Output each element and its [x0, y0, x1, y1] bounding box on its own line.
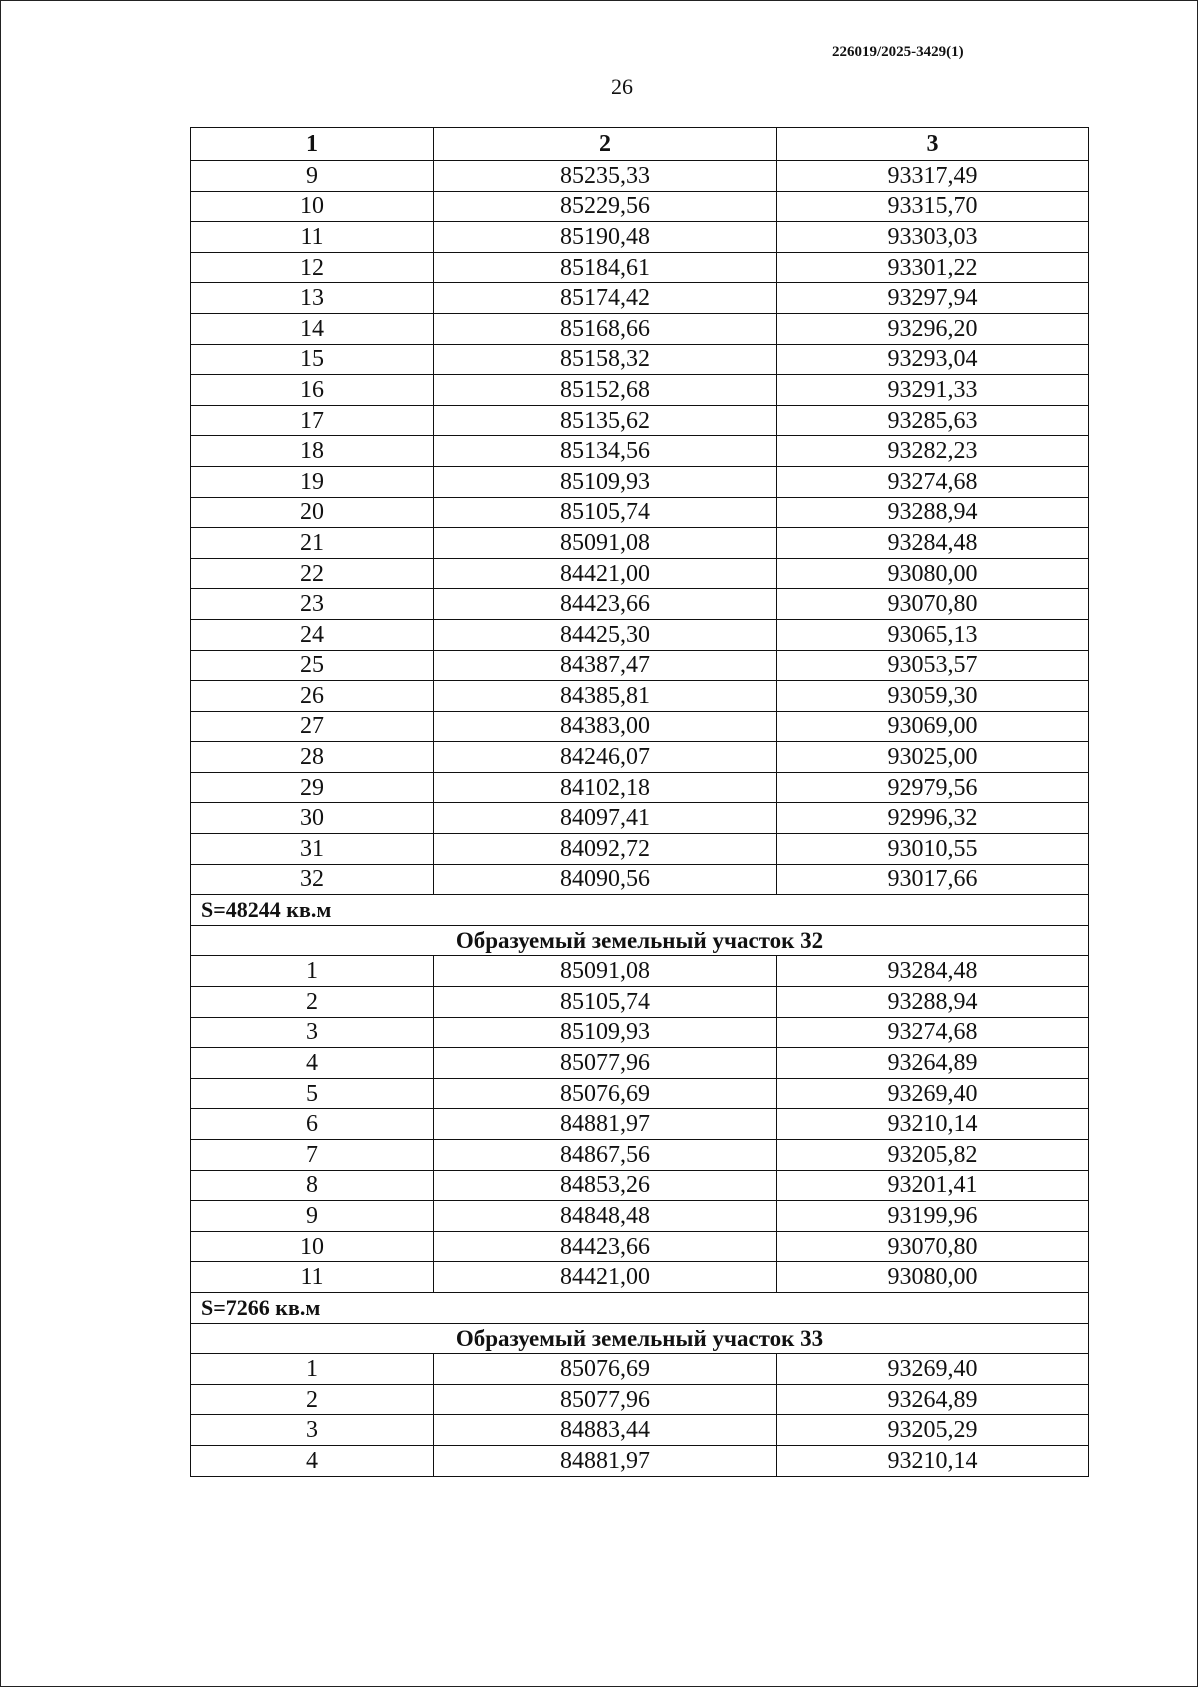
- y-coordinate-cell: 93284,48: [777, 956, 1089, 987]
- table-row: [191, 466, 1089, 497]
- area-value: S=48244 кв.м: [191, 895, 1089, 926]
- table-row: [191, 497, 1089, 528]
- coordinates-table-body: [191, 128, 1089, 1477]
- point-number-cell: 11: [191, 1262, 434, 1293]
- table-row: [191, 405, 1089, 436]
- header-cell-point: 1: [191, 128, 434, 161]
- point-number-cell: 29: [191, 772, 434, 803]
- section-title: Образуемый земельный участок 32: [191, 925, 1089, 956]
- y-coordinate-cell: 93293,04: [777, 344, 1089, 375]
- point-number-cell: 2: [191, 987, 434, 1018]
- x-coordinate-cell: 85190,48: [434, 222, 777, 253]
- point-number-cell: 15: [191, 344, 434, 375]
- x-coordinate-cell: 84421,00: [434, 1262, 777, 1293]
- x-coordinate-cell: 85105,74: [434, 497, 777, 528]
- y-coordinate-cell: 93288,94: [777, 497, 1089, 528]
- x-coordinate-cell: 84423,66: [434, 589, 777, 620]
- point-number-cell: 20: [191, 497, 434, 528]
- x-coordinate-cell: 85076,69: [434, 1354, 777, 1385]
- y-coordinate-cell: 93269,40: [777, 1078, 1089, 1109]
- x-coordinate-cell: 85105,74: [434, 987, 777, 1018]
- y-coordinate-cell: 93059,30: [777, 681, 1089, 712]
- y-coordinate-cell: 92979,56: [777, 772, 1089, 803]
- x-coordinate-cell: 85077,96: [434, 1048, 777, 1079]
- y-coordinate-cell: 93080,00: [777, 1262, 1089, 1293]
- x-coordinate-cell: 85184,61: [434, 252, 777, 283]
- x-coordinate-cell: 84853,26: [434, 1170, 777, 1201]
- point-number-cell: 30: [191, 803, 434, 834]
- y-coordinate-cell: 93070,80: [777, 1231, 1089, 1262]
- table-row: [191, 987, 1089, 1018]
- point-number-cell: 25: [191, 650, 434, 681]
- y-coordinate-cell: 92996,32: [777, 803, 1089, 834]
- point-number-cell: 19: [191, 466, 434, 497]
- table-row: [191, 1109, 1089, 1140]
- table-row: [191, 742, 1089, 773]
- table-row: [191, 864, 1089, 895]
- section-title: Образуемый земельный участок 33: [191, 1323, 1089, 1354]
- point-number-cell: 8: [191, 1170, 434, 1201]
- y-coordinate-cell: 93080,00: [777, 558, 1089, 589]
- x-coordinate-cell: 84385,81: [434, 681, 777, 712]
- table-row: [191, 222, 1089, 253]
- table-row: [191, 161, 1089, 192]
- x-coordinate-cell: 85229,56: [434, 191, 777, 222]
- table-row: [191, 191, 1089, 222]
- coordinates-table: [190, 127, 1089, 1477]
- x-coordinate-cell: 84387,47: [434, 650, 777, 681]
- y-coordinate-cell: 93069,00: [777, 711, 1089, 742]
- table-row: [191, 1170, 1089, 1201]
- table-row: [191, 1017, 1089, 1048]
- x-coordinate-cell: 84867,56: [434, 1140, 777, 1171]
- point-number-cell: 22: [191, 558, 434, 589]
- area-value: S=7266 кв.м: [191, 1292, 1089, 1323]
- point-number-cell: 9: [191, 161, 434, 192]
- area-row: [191, 895, 1089, 926]
- x-coordinate-cell: 85158,32: [434, 344, 777, 375]
- x-coordinate-cell: 84092,72: [434, 834, 777, 865]
- point-number-cell: 28: [191, 742, 434, 773]
- table-row: [191, 252, 1089, 283]
- y-coordinate-cell: 93199,96: [777, 1201, 1089, 1232]
- y-coordinate-cell: 93301,22: [777, 252, 1089, 283]
- section-title-row: [191, 925, 1089, 956]
- point-number-cell: 3: [191, 1017, 434, 1048]
- y-coordinate-cell: 93053,57: [777, 650, 1089, 681]
- x-coordinate-cell: 84246,07: [434, 742, 777, 773]
- document-id: 226019/2025-3429(1): [832, 44, 964, 60]
- y-coordinate-cell: 93210,14: [777, 1445, 1089, 1476]
- x-coordinate-cell: 84883,44: [434, 1415, 777, 1446]
- y-coordinate-cell: 93274,68: [777, 466, 1089, 497]
- y-coordinate-cell: 93288,94: [777, 987, 1089, 1018]
- y-coordinate-cell: 93065,13: [777, 619, 1089, 650]
- table-row: [191, 619, 1089, 650]
- point-number-cell: 14: [191, 313, 434, 344]
- table-row: [191, 1354, 1089, 1385]
- table-row: [191, 1140, 1089, 1171]
- table-row: [191, 313, 1089, 344]
- point-number-cell: 32: [191, 864, 434, 895]
- table-row: [191, 956, 1089, 987]
- x-coordinate-cell: 85077,96: [434, 1384, 777, 1415]
- point-number-cell: 12: [191, 252, 434, 283]
- x-coordinate-cell: 85152,68: [434, 375, 777, 406]
- x-coordinate-cell: 85076,69: [434, 1078, 777, 1109]
- table-row: [191, 558, 1089, 589]
- y-coordinate-cell: 93025,00: [777, 742, 1089, 773]
- header-cell-y: 3: [777, 128, 1089, 161]
- point-number-cell: 6: [191, 1109, 434, 1140]
- x-coordinate-cell: 85135,62: [434, 405, 777, 436]
- table-row: [191, 283, 1089, 314]
- x-coordinate-cell: 85174,42: [434, 283, 777, 314]
- x-coordinate-cell: 85091,08: [434, 528, 777, 559]
- point-number-cell: 23: [191, 589, 434, 620]
- y-coordinate-cell: 93070,80: [777, 589, 1089, 620]
- table-row: [191, 1078, 1089, 1109]
- point-number-cell: 1: [191, 956, 434, 987]
- point-number-cell: 27: [191, 711, 434, 742]
- y-coordinate-cell: 93201,41: [777, 1170, 1089, 1201]
- table-row: [191, 681, 1089, 712]
- point-number-cell: 18: [191, 436, 434, 467]
- table-row: [191, 1415, 1089, 1446]
- x-coordinate-cell: 84097,41: [434, 803, 777, 834]
- y-coordinate-cell: 93205,82: [777, 1140, 1089, 1171]
- point-number-cell: 4: [191, 1445, 434, 1476]
- table-row: [191, 1445, 1089, 1476]
- point-number-cell: 5: [191, 1078, 434, 1109]
- table-row: [191, 1384, 1089, 1415]
- point-number-cell: 11: [191, 222, 434, 253]
- y-coordinate-cell: 93291,33: [777, 375, 1089, 406]
- point-number-cell: 17: [191, 405, 434, 436]
- area-row: [191, 1292, 1089, 1323]
- table-row: [191, 834, 1089, 865]
- y-coordinate-cell: 93264,89: [777, 1384, 1089, 1415]
- table-row: [191, 589, 1089, 620]
- y-coordinate-cell: 93210,14: [777, 1109, 1089, 1140]
- y-coordinate-cell: 93017,66: [777, 864, 1089, 895]
- page-number: 26: [611, 74, 633, 99]
- y-coordinate-cell: 93303,03: [777, 222, 1089, 253]
- table-row: [191, 1201, 1089, 1232]
- section-title-row: [191, 1323, 1089, 1354]
- point-number-cell: 26: [191, 681, 434, 712]
- x-coordinate-cell: 84848,48: [434, 1201, 777, 1232]
- y-coordinate-cell: 93010,55: [777, 834, 1089, 865]
- y-coordinate-cell: 93282,23: [777, 436, 1089, 467]
- x-coordinate-cell: 84102,18: [434, 772, 777, 803]
- header-cell-x: 2: [434, 128, 777, 161]
- x-coordinate-cell: 85168,66: [434, 313, 777, 344]
- x-coordinate-cell: 85134,56: [434, 436, 777, 467]
- x-coordinate-cell: 85235,33: [434, 161, 777, 192]
- point-number-cell: 13: [191, 283, 434, 314]
- x-coordinate-cell: 84425,30: [434, 619, 777, 650]
- table-row: [191, 436, 1089, 467]
- point-number-cell: 10: [191, 191, 434, 222]
- x-coordinate-cell: 84881,97: [434, 1109, 777, 1140]
- table-row: [191, 344, 1089, 375]
- point-number-cell: 4: [191, 1048, 434, 1079]
- table-row: [191, 711, 1089, 742]
- y-coordinate-cell: 93285,63: [777, 405, 1089, 436]
- x-coordinate-cell: 84090,56: [434, 864, 777, 895]
- table-row: [191, 1231, 1089, 1262]
- y-coordinate-cell: 93274,68: [777, 1017, 1089, 1048]
- y-coordinate-cell: 93317,49: [777, 161, 1089, 192]
- table-row: [191, 650, 1089, 681]
- x-coordinate-cell: 84421,00: [434, 558, 777, 589]
- table-header-row: [191, 128, 1089, 161]
- x-coordinate-cell: 84881,97: [434, 1445, 777, 1476]
- table-row: [191, 528, 1089, 559]
- point-number-cell: 2: [191, 1384, 434, 1415]
- y-coordinate-cell: 93264,89: [777, 1048, 1089, 1079]
- point-number-cell: 31: [191, 834, 434, 865]
- point-number-cell: 21: [191, 528, 434, 559]
- point-number-cell: 1: [191, 1354, 434, 1385]
- y-coordinate-cell: 93315,70: [777, 191, 1089, 222]
- point-number-cell: 24: [191, 619, 434, 650]
- point-number-cell: 9: [191, 1201, 434, 1232]
- y-coordinate-cell: 93205,29: [777, 1415, 1089, 1446]
- point-number-cell: 16: [191, 375, 434, 406]
- y-coordinate-cell: 93297,94: [777, 283, 1089, 314]
- x-coordinate-cell: 84383,00: [434, 711, 777, 742]
- point-number-cell: 3: [191, 1415, 434, 1446]
- point-number-cell: 10: [191, 1231, 434, 1262]
- table-row: [191, 375, 1089, 406]
- table-row: [191, 1262, 1089, 1293]
- x-coordinate-cell: 85091,08: [434, 956, 777, 987]
- y-coordinate-cell: 93284,48: [777, 528, 1089, 559]
- point-number-cell: 7: [191, 1140, 434, 1171]
- y-coordinate-cell: 93296,20: [777, 313, 1089, 344]
- x-coordinate-cell: 85109,93: [434, 1017, 777, 1048]
- table-row: [191, 803, 1089, 834]
- table-row: [191, 1048, 1089, 1079]
- x-coordinate-cell: 84423,66: [434, 1231, 777, 1262]
- y-coordinate-cell: 93269,40: [777, 1354, 1089, 1385]
- table-row: [191, 772, 1089, 803]
- x-coordinate-cell: 85109,93: [434, 466, 777, 497]
